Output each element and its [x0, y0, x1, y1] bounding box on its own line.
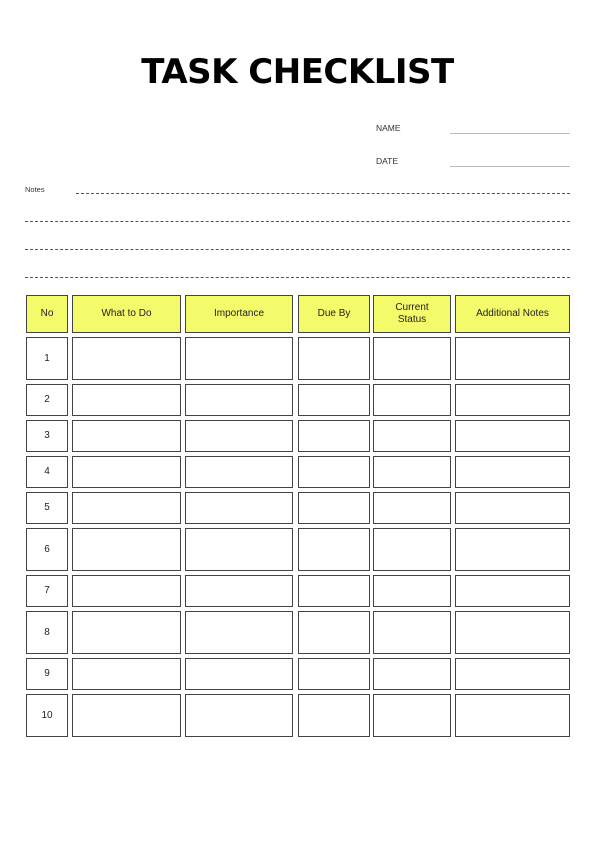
row-number: 3: [26, 420, 68, 452]
cell-additional-notes[interactable]: [455, 337, 570, 380]
cell-importance[interactable]: [185, 575, 293, 607]
cell-current-status[interactable]: [373, 528, 451, 571]
cell-importance[interactable]: [185, 420, 293, 452]
cell-current-status[interactable]: [373, 337, 451, 380]
cell-current-status[interactable]: [373, 456, 451, 488]
notes-line-3[interactable]: [25, 249, 570, 250]
cell-current-status[interactable]: [373, 694, 451, 737]
cell-what-to-do[interactable]: [72, 492, 181, 524]
row-number: 2: [26, 384, 68, 416]
row-number: 8: [26, 611, 68, 654]
cell-what-to-do[interactable]: [72, 575, 181, 607]
cell-due-by[interactable]: [298, 456, 370, 488]
header-current-status: Current Status: [373, 295, 451, 333]
cell-importance[interactable]: [185, 456, 293, 488]
cell-additional-notes[interactable]: [455, 420, 570, 452]
cell-current-status[interactable]: [373, 658, 451, 690]
cell-importance[interactable]: [185, 611, 293, 654]
header-what-to-do: What to Do: [72, 295, 181, 333]
row-number: 7: [26, 575, 68, 607]
cell-due-by[interactable]: [298, 420, 370, 452]
cell-current-status[interactable]: [373, 575, 451, 607]
cell-what-to-do[interactable]: [72, 456, 181, 488]
cell-what-to-do[interactable]: [72, 611, 181, 654]
cell-due-by[interactable]: [298, 492, 370, 524]
cell-due-by[interactable]: [298, 611, 370, 654]
cell-additional-notes[interactable]: [455, 611, 570, 654]
cell-what-to-do[interactable]: [72, 694, 181, 737]
cell-what-to-do[interactable]: [72, 658, 181, 690]
header-due-by: Due By: [298, 295, 370, 333]
cell-what-to-do[interactable]: [72, 384, 181, 416]
cell-due-by[interactable]: [298, 658, 370, 690]
notes-line-1[interactable]: [76, 193, 570, 194]
cell-additional-notes[interactable]: [455, 658, 570, 690]
cell-current-status[interactable]: [373, 384, 451, 416]
cell-due-by[interactable]: [298, 528, 370, 571]
row-number: 6: [26, 528, 68, 571]
cell-due-by[interactable]: [298, 384, 370, 416]
cell-current-status[interactable]: [373, 611, 451, 654]
cell-due-by[interactable]: [298, 694, 370, 737]
notes-label: Notes: [25, 185, 45, 194]
row-number: 1: [26, 337, 68, 380]
date-field[interactable]: [450, 166, 570, 167]
cell-what-to-do[interactable]: [72, 528, 181, 571]
cell-what-to-do[interactable]: [72, 337, 181, 380]
header-importance: Importance: [185, 295, 293, 333]
cell-importance[interactable]: [185, 337, 293, 380]
cell-due-by[interactable]: [298, 337, 370, 380]
row-number: 9: [26, 658, 68, 690]
cell-additional-notes[interactable]: [455, 694, 570, 737]
header-no: No: [26, 295, 68, 333]
row-number: 10: [26, 694, 68, 737]
cell-additional-notes[interactable]: [455, 492, 570, 524]
cell-current-status[interactable]: [373, 420, 451, 452]
notes-line-2[interactable]: [25, 221, 570, 222]
name-label: NAME: [376, 123, 401, 133]
date-label: DATE: [376, 156, 399, 166]
cell-importance[interactable]: [185, 658, 293, 690]
cell-additional-notes[interactable]: [455, 528, 570, 571]
cell-current-status[interactable]: [373, 492, 451, 524]
cell-additional-notes[interactable]: [455, 575, 570, 607]
cell-importance[interactable]: [185, 384, 293, 416]
cell-importance[interactable]: [185, 492, 293, 524]
cell-importance[interactable]: [185, 694, 293, 737]
cell-due-by[interactable]: [298, 575, 370, 607]
cell-additional-notes[interactable]: [455, 456, 570, 488]
row-number: 5: [26, 492, 68, 524]
notes-line-4[interactable]: [25, 277, 570, 278]
cell-what-to-do[interactable]: [72, 420, 181, 452]
name-field[interactable]: [450, 133, 570, 134]
cell-importance[interactable]: [185, 528, 293, 571]
header-additional-notes: Additional Notes: [455, 295, 570, 333]
row-number: 4: [26, 456, 68, 488]
page-title: TASK CHECKLIST: [141, 52, 454, 92]
cell-additional-notes[interactable]: [455, 384, 570, 416]
